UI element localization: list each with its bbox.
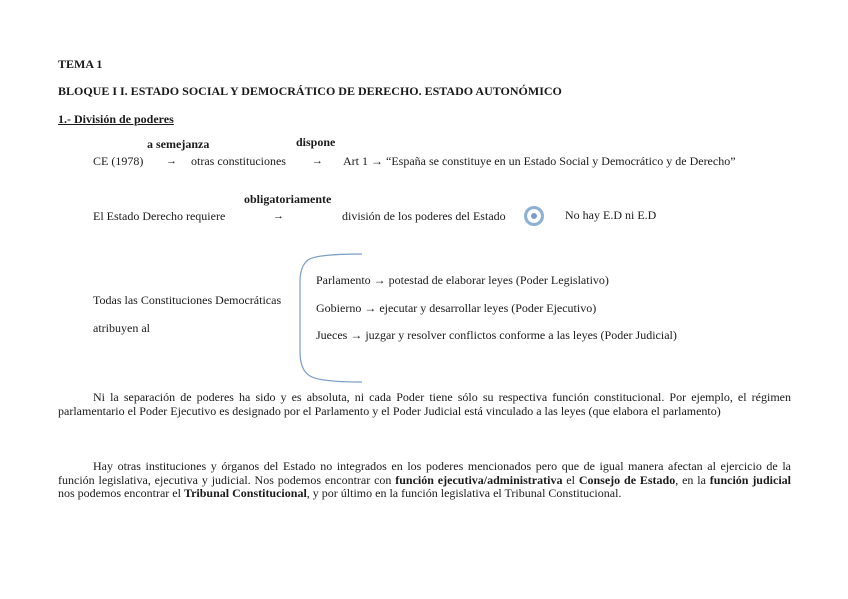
list-item-gobierno: Gobierno → ejecutar y desarrollar leyes (Poder Ejecutivo)	[316, 301, 597, 315]
no-hay-text: No hay E.D ni E.D	[565, 208, 657, 222]
list-item-parlamento: Parlamento → potestad de elaborar leyes (Poder Legislativo)	[316, 273, 609, 287]
section-heading: 1.- División de poderes	[58, 112, 174, 126]
tema-heading: TEMA 1	[58, 57, 103, 71]
paragraph-separacion-text: Ni la separación de poderes ha sido y es absoluta, ni cada Poder tiene sólo su respectiva función constitucional. Por ejemplo, el régimen parlamentario el Poder Ejecutivo es designado por el Parlamento y el Poder Judicial está vinculado a las leyes (que elabora el parlamento)	[58, 390, 791, 418]
paragraph-otras-instituciones	[58, 460, 791, 501]
bold-funcion-ejecutiva: función ejecutiva/administrativa	[395, 472, 563, 487]
donut-circle-icon	[524, 206, 544, 226]
label-obligatoriamente: obligatoriamente	[244, 192, 332, 206]
todas-constituciones-text: Todas las Constituciones Democráticas	[93, 293, 282, 307]
label-dispone: dispone	[296, 135, 336, 149]
estado-derecho-text: El Estado Derecho requiere	[93, 209, 226, 223]
para2-text-3: , en la	[675, 472, 710, 487]
atribuyen-text: atribuyen al	[93, 321, 150, 335]
paragraph-separacion	[58, 391, 791, 418]
arrow-right-icon: →	[312, 155, 323, 167]
para2-text-2: el	[562, 472, 579, 487]
curly-brace-icon	[296, 252, 366, 384]
para2-text-5: , y por último en la función legislativa el Tribunal Constitucional.	[306, 486, 622, 500]
bold-tribunal-constitucional: Tribunal Constitucional	[183, 486, 307, 500]
ce-1978-text: CE (1978)	[93, 154, 144, 168]
list-item-jueces: Jueces → juzgar y resolver conflictos conforme a las leyes (Poder Judicial)	[316, 328, 677, 342]
bloque-heading: BLOQUE I I. ESTADO SOCIAL Y DEMOCRÁTICO DE DERECHO. ESTADO AUTONÓMICO	[58, 84, 562, 98]
para2-text-4: nos podemos encontrar el	[58, 486, 184, 500]
bold-consejo-estado: Consejo de Estado	[578, 472, 676, 487]
bold-funcion-judicial: función judicial	[709, 472, 791, 487]
para2-text-1: Hay otras instituciones y órganos del Estado no integrados en los poderes mencionados pero que de igual manera afectan al ejercicio de la función legislativa, ejecutiva y judicial. Nos podemos encontrar con	[58, 459, 791, 487]
arrow-right-icon: →	[273, 210, 284, 222]
arrow-right-icon: →	[166, 155, 177, 167]
otras-constituciones-text: otras constituciones	[191, 154, 286, 168]
label-a-semejanza: a semejanza	[147, 137, 210, 151]
art1-text: Art 1 → “España se constituye en un Estado Social y Democrático y de Derecho”	[343, 154, 736, 168]
division-poderes-text: división de los poderes del Estado	[342, 209, 506, 223]
